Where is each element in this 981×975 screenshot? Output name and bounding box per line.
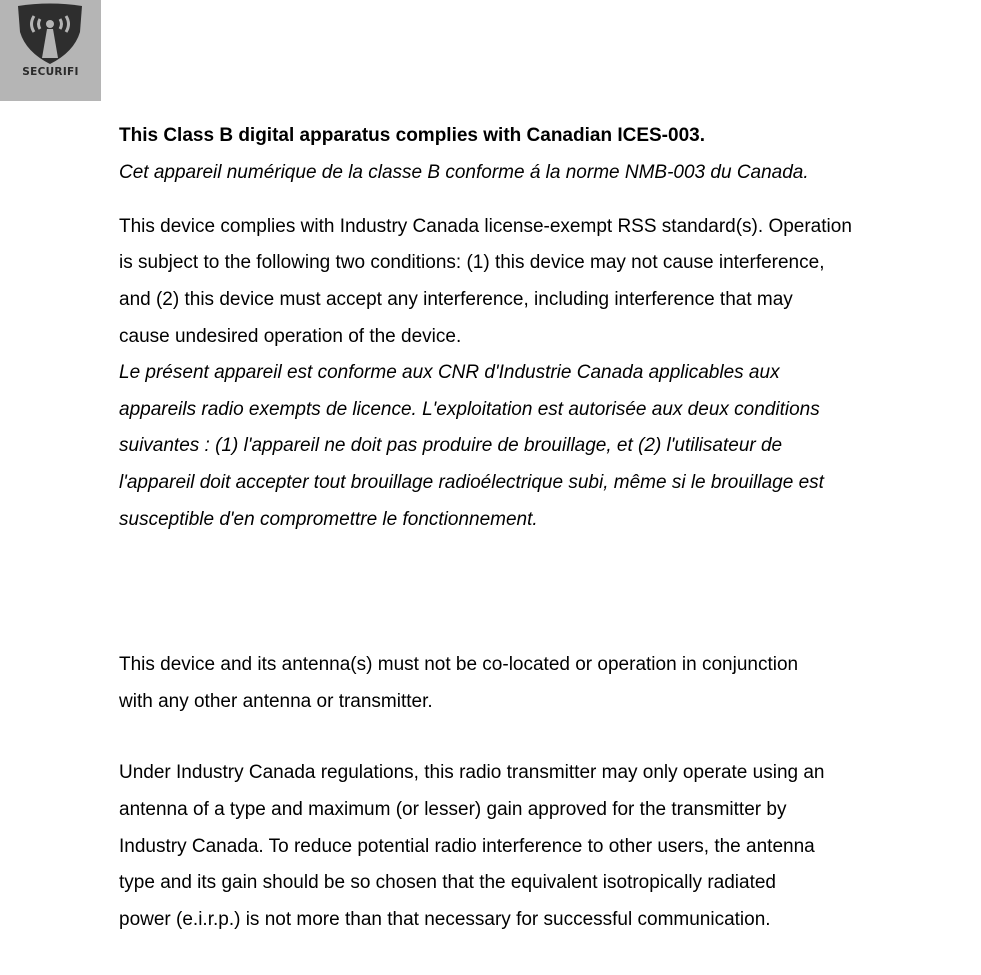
paragraph-line: is subject to the following two conditions: (1) this device may not cause interference, xyxy=(119,252,825,274)
colocation-paragraph xyxy=(119,647,981,720)
paragraph-line: appareils radio exempts de licence. L'exploitation est autorisée aux deux conditions xyxy=(119,398,820,420)
paragraph-line: This device and its antenna(s) must not be co-located or operation in conjunction xyxy=(119,654,799,676)
paragraph-line: Le présent appareil est conforme aux CNR d'Industrie Canada applicables aux xyxy=(119,362,780,384)
rss-paragraph-en xyxy=(119,209,981,355)
paragraph-line: Industry Canada. To reduce potential radio interference to other users, the antenna xyxy=(119,835,815,857)
paragraph-line: cause undesired operation of the device. xyxy=(119,325,462,347)
paragraph-line: type and its gain should be so chosen that the equivalent isotropically radiated xyxy=(119,872,776,894)
paragraph-line: Under Industry Canada regulations, this radio transmitter may only operate using an xyxy=(119,762,825,784)
antenna-shield-icon xyxy=(12,2,88,66)
spacer xyxy=(119,720,981,755)
ic-statement-fr: Cet appareil numérique de la classe B conforme á la norme NMB-003 du Canada. xyxy=(119,161,809,183)
antenna-paragraph xyxy=(119,755,981,938)
paragraph-line: antenna of a type and maximum (or lesser) gain approved for the transmitter by xyxy=(119,798,787,820)
logo-wordmark: SECURIFI xyxy=(22,66,79,78)
paragraph-line: with any other antenna or transmitter. xyxy=(119,690,433,712)
spacer xyxy=(119,538,981,647)
paragraph-line: l'appareil doit accepter tout brouillage radioélectrique subi, même si le brouillage est xyxy=(119,471,824,493)
securifi-logo xyxy=(0,0,101,101)
paragraph-line: suivantes : (1) l'appareil ne doit pas produire de brouillage, et (2) l'utilisateur de xyxy=(119,435,783,457)
paragraph-line: This device complies with Industry Canada license-exempt RSS standard(s). Operation xyxy=(119,215,852,237)
paragraph-line: susceptible d'en compromettre le fonctionnement. xyxy=(119,508,538,530)
ic-statement-en: This Class B digital apparatus complies with Canadian ICES-003. xyxy=(119,125,705,146)
paragraph-line: power (e.i.r.p.) is not more than that necessary for successful communication. xyxy=(119,908,771,930)
rss-paragraph-fr xyxy=(119,355,981,538)
paragraph-line: and (2) this device must accept any interference, including interference that may xyxy=(119,288,793,310)
compliance-document xyxy=(119,122,981,938)
